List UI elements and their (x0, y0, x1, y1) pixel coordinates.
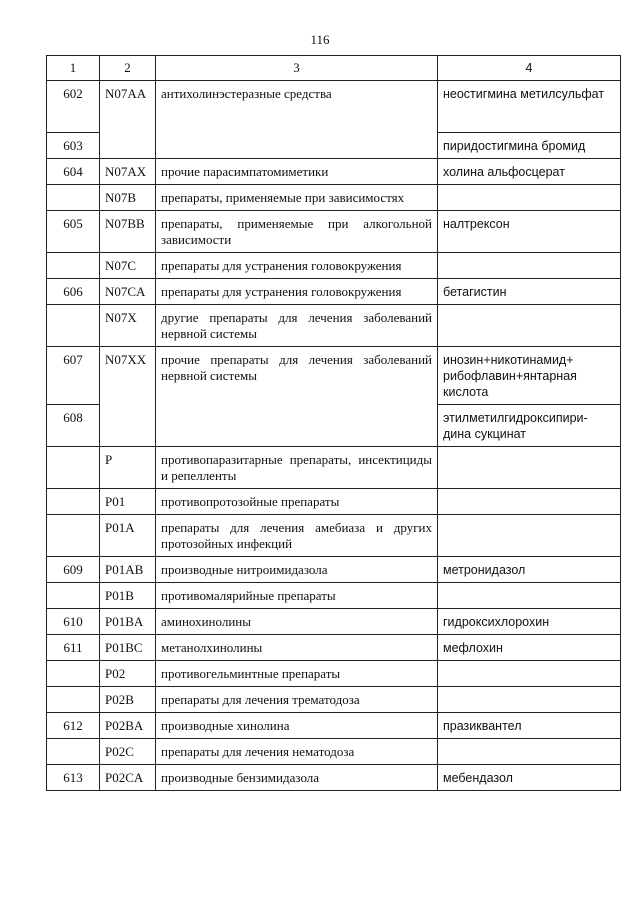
group-name: прочие парасимпатомиметики (156, 159, 438, 185)
group-name: антихолинэстеразные средства (156, 81, 438, 159)
atc-code: P02B (100, 687, 156, 713)
table-row (47, 609, 621, 635)
row-number: 605 (47, 211, 100, 253)
table-row (47, 635, 621, 661)
row-number: 612 (47, 713, 100, 739)
row-number: 603 (47, 133, 100, 159)
group-name: производные хинолина (156, 713, 438, 739)
group-name: противогельминтные препараты (156, 661, 438, 687)
table-row (47, 159, 621, 185)
drug-name: празиквантел (438, 713, 621, 739)
row-number (47, 661, 100, 687)
drug-name: мебендазол (438, 765, 621, 791)
group-name: препараты, применяемые при зависимостях (156, 185, 438, 211)
group-name: препараты для лечения трематодоза (156, 687, 438, 713)
drug-name (438, 489, 621, 515)
table-row (47, 305, 621, 347)
table-row (47, 687, 621, 713)
table-row (47, 557, 621, 583)
drug-name (438, 661, 621, 687)
group-name: противопротозойные препараты (156, 489, 438, 515)
atc-code: P02CA (100, 765, 156, 791)
row-number (47, 515, 100, 557)
group-name: препараты для лечения амебиаза и других протозойных инфекций (156, 515, 438, 557)
row-number (47, 687, 100, 713)
atc-code: P (100, 447, 156, 489)
atc-code: N07B (100, 185, 156, 211)
group-name: противопаразитарные препараты, инсектициды и репелленты (156, 447, 438, 489)
table-row (47, 279, 621, 305)
row-number (47, 489, 100, 515)
row-number: 604 (47, 159, 100, 185)
row-number (47, 253, 100, 279)
medicine-table (46, 55, 621, 791)
row-number (47, 583, 100, 609)
row-number (47, 739, 100, 765)
atc-code: N07CA (100, 279, 156, 305)
atc-code: P01B (100, 583, 156, 609)
drug-name: пиридостигмина бромид (438, 133, 621, 159)
drug-name (438, 739, 621, 765)
group-name: прочие препараты для лечения заболеваний нервной системы (156, 347, 438, 447)
drug-name (438, 185, 621, 211)
row-number (47, 447, 100, 489)
row-number (47, 185, 100, 211)
table-row (47, 211, 621, 253)
drug-name: гидроксихлорохин (438, 609, 621, 635)
table-row (47, 489, 621, 515)
table-row (47, 515, 621, 557)
header-col-3: 3 (156, 56, 438, 81)
row-number: 606 (47, 279, 100, 305)
drug-name: холина альфосцерат (438, 159, 621, 185)
drug-name: метронидазол (438, 557, 621, 583)
table-row (47, 713, 621, 739)
group-name: препараты для лечения нематодоза (156, 739, 438, 765)
atc-code: P01BA (100, 609, 156, 635)
header-col-4: 4 (438, 56, 621, 81)
group-name: производные нитроимидазола (156, 557, 438, 583)
atc-code: N07XX (100, 347, 156, 447)
atc-code: P01BC (100, 635, 156, 661)
atc-code: N07AA (100, 81, 156, 159)
group-name: метанолхинолины (156, 635, 438, 661)
atc-code: P02BA (100, 713, 156, 739)
table-row (47, 739, 621, 765)
atc-code: N07BB (100, 211, 156, 253)
group-name: аминохинолины (156, 609, 438, 635)
row-number: 611 (47, 635, 100, 661)
header-col-2: 2 (100, 56, 156, 81)
group-name: другие препараты для лечения заболеваний нервной системы (156, 305, 438, 347)
drug-name: инозин+никотинамид+ рибофлавин+янтарная кислота (438, 347, 621, 405)
atc-code: P02 (100, 661, 156, 687)
atc-code: P01A (100, 515, 156, 557)
table-row (47, 347, 621, 405)
table-row (47, 253, 621, 279)
row-number: 608 (47, 405, 100, 447)
atc-code: N07AX (100, 159, 156, 185)
drug-name: мефлохин (438, 635, 621, 661)
drug-name (438, 687, 621, 713)
table-row (47, 447, 621, 489)
table-row (47, 185, 621, 211)
atc-code: P01 (100, 489, 156, 515)
table-row (47, 81, 621, 133)
group-name: препараты для устранения головокружения (156, 253, 438, 279)
table-row (47, 661, 621, 687)
drug-name: этилметилгидроксипири-дина сукцинат (438, 405, 621, 447)
drug-name (438, 305, 621, 347)
table-header-row (47, 56, 621, 81)
row-number (47, 305, 100, 347)
row-number: 602 (47, 81, 100, 133)
drug-name: налтрексон (438, 211, 621, 253)
drug-name: неостигмина метилсульфат (438, 81, 621, 133)
drug-name (438, 253, 621, 279)
page-number: 116 (310, 32, 330, 47)
row-number: 607 (47, 347, 100, 405)
drug-name (438, 515, 621, 557)
atc-code: P01AB (100, 557, 156, 583)
table-row (47, 583, 621, 609)
atc-code: N07C (100, 253, 156, 279)
drug-name (438, 447, 621, 489)
group-name: препараты, применяемые при алкогольной зависимости (156, 211, 438, 253)
table-row (47, 765, 621, 791)
drug-name: бетагистин (438, 279, 621, 305)
atc-code: P02C (100, 739, 156, 765)
row-number: 610 (47, 609, 100, 635)
group-name: препараты для устранения головокружения (156, 279, 438, 305)
header-col-1: 1 (47, 56, 100, 81)
row-number: 613 (47, 765, 100, 791)
row-number: 609 (47, 557, 100, 583)
group-name: производные бензимидазола (156, 765, 438, 791)
atc-code: N07X (100, 305, 156, 347)
drug-name (438, 583, 621, 609)
group-name: противомалярийные препараты (156, 583, 438, 609)
